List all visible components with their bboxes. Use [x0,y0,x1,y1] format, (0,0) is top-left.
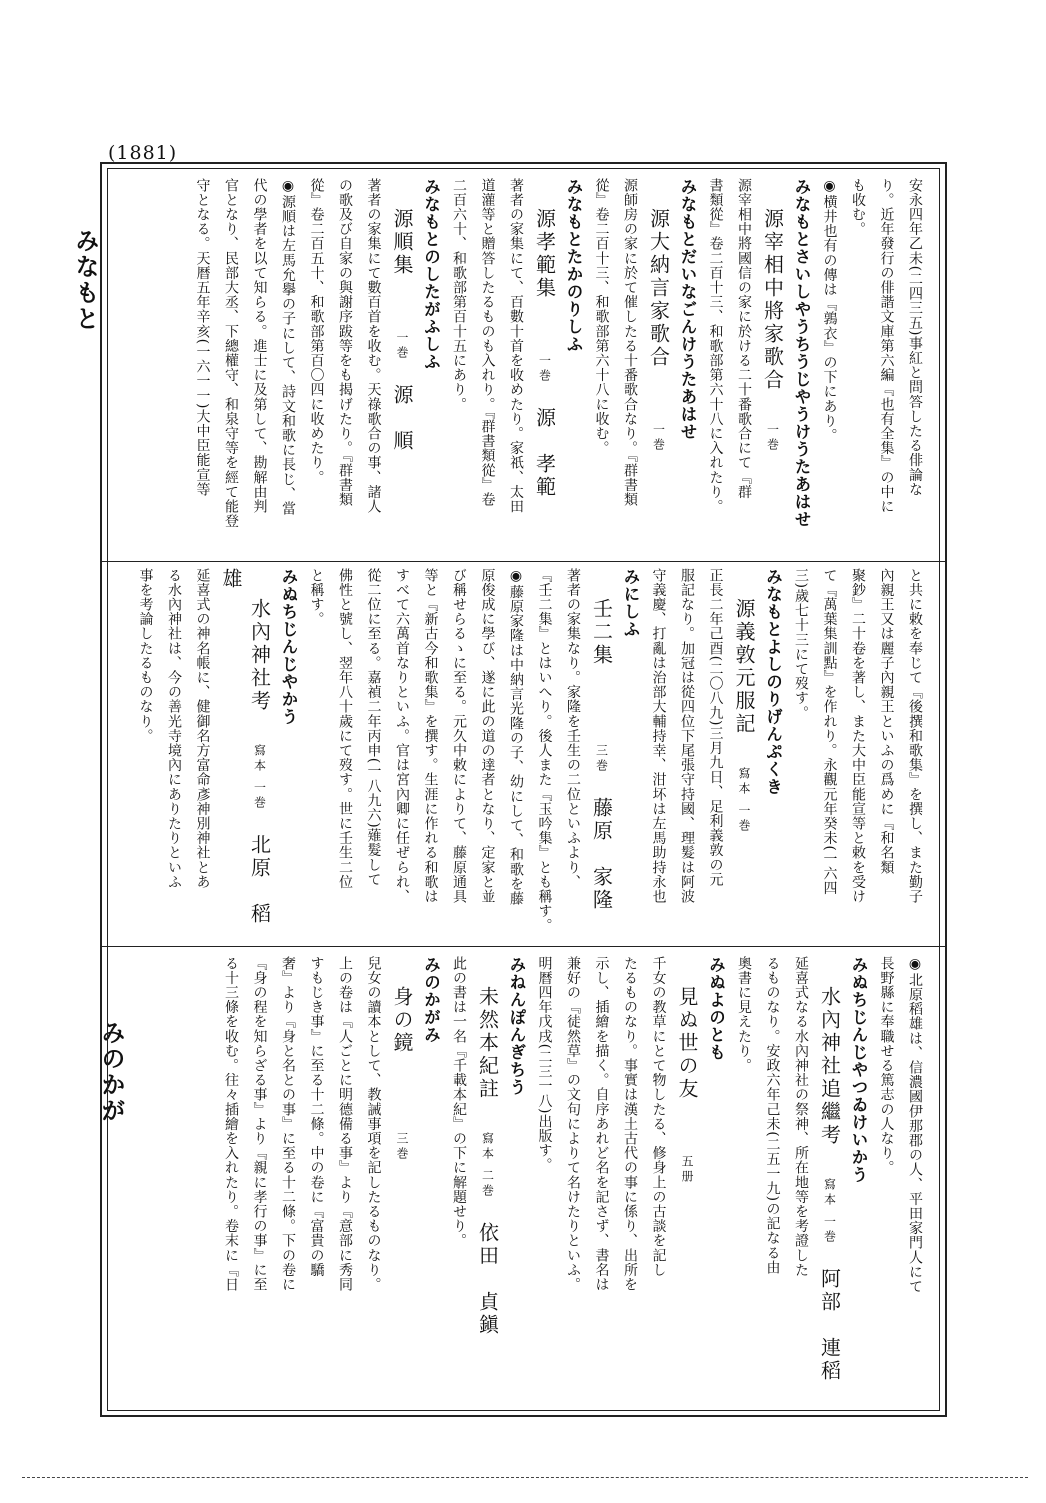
entry-body: 從二位に至る。嘉禎二年丙申(一八九六)薙髮して [365,568,382,887]
entry-title: 源順集 一巻 源 順 [390,208,414,453]
entry-reading: みなもとさいしやうちうじやうけうたあはせ [792,178,811,528]
entry-volumes: 寫本 一巻 [822,1178,837,1245]
entry-body: 延喜式なる水內神社の祭神、所在地等を考證した [793,956,809,1278]
entry-body: ◉藤原家隆は中納言光隆の子、幼にして、和歌を藤 [508,568,524,906]
entry-volumes: 寫本 二巻 [480,1132,495,1199]
entry-body: たるものなり。事實は漢土古代の事に係り、出所を [622,956,638,1292]
entry-body: 示し、插繪を描く。自序あれど名を記さず、書名は [593,956,610,1292]
entry-volumes: 一巻 [651,423,666,453]
entry-body: び稱せらるゝに至る。元久中敕によりて、藤原通具 [451,568,467,904]
entry-reading: みなもとよしのりげんぷくき [763,568,783,796]
entry-author: 依田 貞鎭 [475,1221,500,1337]
scan-edge-rule [22,1477,1028,1478]
entry-title: 源義敦元服記 寫本 一巻 [732,598,756,834]
entry-title: 源宰相中將家歌合 一巻 [760,208,785,453]
tier-divider [102,561,945,562]
entry-title: 水內神社考 寫本 一巻 北原 稻雄 [219,568,272,926]
entry-author: 藤原 家隆 [589,797,614,912]
entry-body: 守となる。天暦五年辛亥(一六一一)大中臣能宣等 [194,178,211,497]
entry-body: 千女の教草にとて物したる、修身上の古談を記し [650,956,667,1278]
entry-volumes: 五册 [680,1155,694,1185]
entry-volumes: 寫本 一巻 [252,744,267,811]
entry-body: 著者の家集にて數百首を收む。天祿歌合の事、諸人 [365,178,382,514]
entry-body: の歌及び自家の與謝序跋等をも揭げたり。『群書類 [337,178,353,507]
entry-body: 此の書は一名『千載本紀』の下に解題せり。 [451,956,467,1248]
entry-reading: みにしふ [621,568,640,638]
entry-author: 源 孝範 [532,407,557,499]
entry-title: 見ぬ世の友 五册 [675,986,699,1185]
entry-body: 延喜式の神名帳に、健御名方富命彥神別神社とあ [194,568,211,890]
text-column: 內親王又は麗子內親王といふの爲めに『和名類 [878,568,895,875]
entry-reading: みなもとたかのりしふ [564,178,583,353]
entry-body: 上の卷は『人ごとに明德備る事』より『意部に秀同 [337,956,353,1292]
entry-body: 正長二年己酉(二〇八九)三月九日、足利義敦の元 [707,568,724,887]
entry-reading: みぬちじんじやつゐけいかう [849,956,868,1184]
tier-middle [118,568,929,938]
text-column: ◉横井也有の傳は『鶉衣』の下にあり。 [821,178,838,443]
entry-body: 書類從』卷二百十三、和歌部第六十八に入れたり。 [707,178,724,514]
running-head-top: みなもと [71,228,99,332]
entry-volumes: 三巻 [395,1132,409,1162]
entry-body: 原俊成に學び、遂に此の道の達者となり、定家と並 [479,568,496,904]
entry-body: 源宰相中將國信の家に於ける二十番歌合にて『群 [736,178,752,500]
entry-author: 北原 稻雄 [219,568,272,926]
entry-body: る十三條を收む。往々插繪を入れたり。卷末に『日 [223,956,239,1292]
entry-body: 『壬二集』とはいへり。後人また『玉吟集』とも稱す。 [536,568,553,933]
entry-body: 源師房の家に於て催したる十番歌合なり。『群書類 [622,178,638,507]
entry-body: 等と『新古今和歌集』を撰す。生涯に作れる和歌は [422,568,439,904]
entry-volumes: 一巻 [765,423,780,453]
entry-body: 從』卷二百十三、和歌部第六十八に收む。 [593,178,610,456]
entry-reading: みなもとのしたがふしふ [421,178,441,371]
text-column: と共に敕を奉じて『後撰和歌集』を撰し、また勤子 [907,568,923,904]
entry-body: 奢』より『身と名との事』に至る十二條。下の卷に [280,956,296,1292]
entry-body: 守義慶、打亂は治部大輔持幸、泔坏は左馬助持永也 [650,568,667,904]
text-column: 三)歲七十三にて歿す。 [793,568,809,721]
entry-body: すべて六萬首なりといふ。官は宮內卿に任ぜられ、 [394,568,410,904]
entry-body: ◉源順は左馬允擧の子にして、詩文和歌に長じ、當 [280,178,296,516]
entry-body: 『身の程を知らざる事』より『親に孝行の事』に至 [251,956,268,1292]
entry-title: 源大納言家歌合 一巻 [646,208,671,453]
entry-body: 著者の家集なり。家隆を壬生の二位といふより、 [565,568,581,890]
entry-reading: みぬちじんじやかう [279,568,298,726]
entry-title: 源孝範集 一巻 源 孝範 [532,208,557,499]
entry-volumes: 三巻 [594,744,609,774]
entry-author: 源 順 [390,384,414,453]
page-number: (1881) [108,142,178,164]
entry-body: 兼好の『徒然草』の文句によりて名けたりといふ。 [565,956,581,1292]
entry-body: 道灌等と贈答したるものも入れり。『群書類從』卷 [479,178,496,507]
entry-title: 水內神社追繼考 寫本 一巻 阿部 連稻 [817,986,842,1383]
entry-body: 著者の家集にて、百數十首を收めたり。家祇、太田 [508,178,524,514]
text-column: り。近年發行の俳諧文庫第六編『也有全集』の中に [878,178,895,514]
entry-title: 壬二集 三巻 藤原 家隆 [589,598,614,912]
entry-author: 阿部 連稻 [817,1267,842,1383]
entry-reading: みなもとだいなごんけうたあはせ [678,178,697,441]
entry-body: 官となり、民部大丞、下總權守、和泉守等を經て能登 [223,178,239,529]
entry-reading: みのかがみ [421,956,441,1044]
entry-body: 佛性と號し、翌年八十歲にて歿す。世に壬生二位 [337,568,353,890]
entry-body: すもじき事』に至る十二條。中の卷に『富貴の驕 [308,956,325,1278]
text-column: ◉北原稻雄は、信濃國伊那郡の人、平田家門人にて [907,956,923,1294]
entry-reading: みぬよのとも [706,956,726,1061]
entry-body: 二百六十、和歌部第百十五にあり。 [451,178,467,412]
entry-body: 從』卷二百五十、和歌部第百〇四に收めたり。 [308,178,325,485]
entry-volumes: 一巻 [537,354,552,384]
entry-reading: みねんぽんぎちう [507,956,526,1096]
text-column: 長野縣に奉職せる篤志の人なり。 [878,956,895,1175]
entry-volumes: 寫本 一巻 [737,767,751,834]
entry-body: る水內神社は、今の善光寺境內にありたりといふ [166,568,182,890]
tier-divider [102,946,945,947]
running-head-bottom: みのかが [97,1020,125,1124]
entry-volumes: 一巻 [395,331,409,361]
tier-bottom [118,956,929,1406]
entry-title: 未然本紀註 寫本 二巻 依田 貞鎭 [475,986,500,1337]
text-column: も收む。 [850,178,866,237]
entry-body: 事を考論したるものなり。 [137,568,154,744]
entry-body: 奧書に見えたり。 [736,956,752,1073]
entry-body: 兒女の讀本として、教誡事項を記したるものなり。 [365,956,382,1292]
entry-body: 服記なり。加冠は從四位下尾張守持國、理髮は阿波 [679,568,695,904]
text-column: 聚鈔』二十卷を著し、また大中臣能宣等と敕を受け [850,568,866,904]
entry-body: 代の學者を以て知らる。進士に及第して、勘解由判 [251,178,268,514]
text-column: て『萬葉集訓點』を作れり。永觀元年癸未(一六四 [821,568,838,896]
page-frame [100,162,947,1417]
tier-top [118,178,929,558]
entry-body: るものなり。安政六年己未(二五一九)の記なる由 [764,956,781,1275]
entry-title: 身の鏡 三巻 [390,986,414,1162]
entry-body: と稱す。 [308,568,325,627]
entry-body: 明暦四年戊戌(二三一八)出版す。 [536,956,553,1173]
text-column: 安永四年乙未(二四三五)事紅と問答したる俳論な [907,178,923,497]
